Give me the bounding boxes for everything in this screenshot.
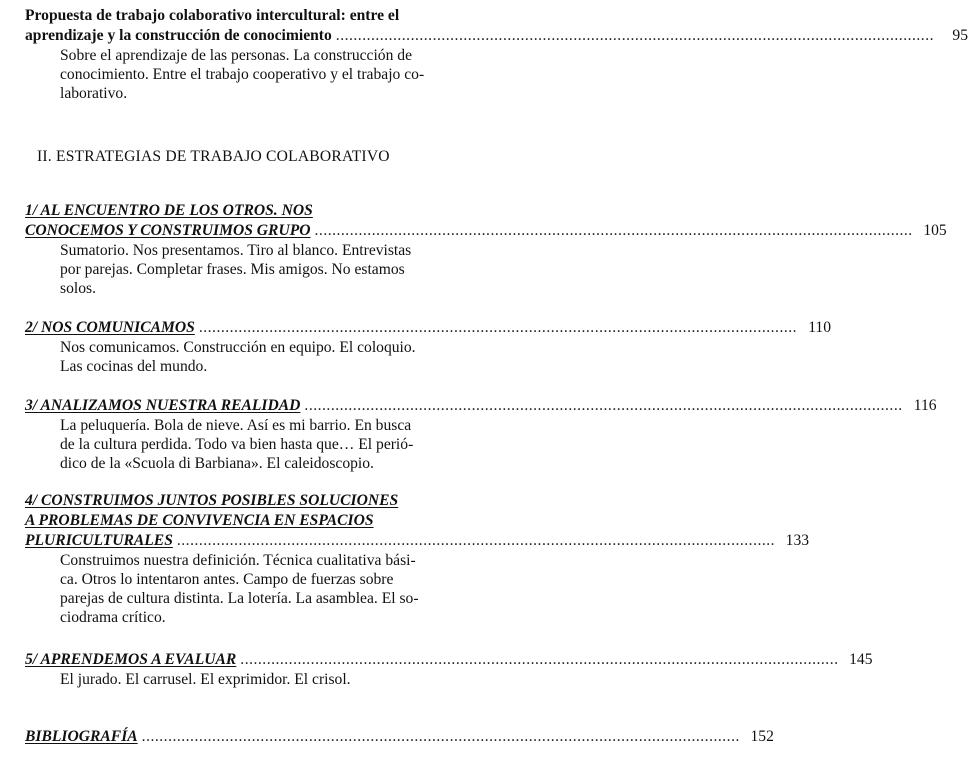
entry-title <box>25 6 493 26</box>
description-line: Sobre el aprendizaje de las personas. La construcción de <box>60 47 413 64</box>
description-line: Las cocinas del mundo. <box>60 358 208 375</box>
page-number: 95 <box>952 27 968 44</box>
entry-title-line: Propuesta de trabajo colaborativo intercultural: entre el <box>25 7 400 24</box>
leader-dots: ........................................................................................................................................ <box>304 397 903 414</box>
description-line: solos. <box>60 280 96 297</box>
description-line: de la cultura perdida. Todo va bien hasta que… El perió- <box>60 436 414 453</box>
description-line: dico de la «Scuola di Barbiana». El caleidoscopio. <box>60 455 374 472</box>
description-line: ciodrama crítico. <box>60 609 166 626</box>
entry-title <box>25 201 493 221</box>
toc-entry-chapter-5 <box>25 650 873 689</box>
entry-title-line: aprendizaje y la construcción de conocimiento <box>25 27 332 44</box>
entry-title-last-line <box>25 221 947 241</box>
description-line: parejas de cultura distinta. La lotería. La asamblea. El so- <box>60 590 419 607</box>
entry-title-last-line <box>25 26 968 46</box>
entry-title-line: 3/ ANALIZAMOS NUESTRA REALIDAD <box>25 397 301 414</box>
entry-title <box>25 491 493 511</box>
page-number: 116 <box>913 397 937 414</box>
page-number: 152 <box>750 728 774 745</box>
page-number: 145 <box>849 651 873 668</box>
leader-dots: ........................................................................................................................................ <box>314 222 913 239</box>
entry-title-last-line <box>25 727 774 747</box>
entry-title-last-line <box>25 650 873 670</box>
description-line: Nos comunicamos. Construcción en equipo. El coloquio. <box>60 339 416 356</box>
leader-dots: ........................................................................................................................................ <box>176 532 776 549</box>
toc-entry-chapter-2 <box>25 318 832 376</box>
entry-title-last-line <box>25 396 937 416</box>
description-line: laborativo. <box>60 85 128 102</box>
entry-title-line: 2/ NOS COMUNICAMOS <box>25 319 195 336</box>
page-number: 133 <box>785 532 810 549</box>
entry-title <box>25 511 493 531</box>
leader-dots: ........................................................................................................................................ <box>198 319 798 336</box>
description-line: ca. Otros lo intentaron antes. Campo de fuerzas sobre <box>60 571 394 588</box>
entry-title-line: 4/ CONSTRUIMOS JUNTOS POSIBLES SOLUCIONES <box>25 492 399 509</box>
entry-description <box>60 551 464 627</box>
description-line: conocimiento. Entre el trabajo cooperativo y el trabajo co- <box>60 66 425 83</box>
entry-title-line: 1/ AL ENCUENTRO DE LOS OTROS. NOS <box>25 202 313 219</box>
entry-description <box>60 670 464 689</box>
entry-description <box>60 46 464 103</box>
toc-entry-chapter-4 <box>25 491 810 627</box>
entry-title-line: A PROBLEMAS DE CONVIVENCIA EN ESPACIOS <box>25 512 374 529</box>
toc-entry-bibliography <box>25 727 774 747</box>
entry-description <box>60 241 464 298</box>
entry-title-line: 5/ APRENDEMOS A EVALUAR <box>25 651 237 668</box>
entry-title-line: BIBLIOGRAFÍA <box>25 728 138 745</box>
page-number: 105 <box>923 222 947 239</box>
entry-description <box>60 338 464 376</box>
description-line: Sumatorio. Nos presentamos. Tiro al blanco. Entrevistas <box>60 242 412 259</box>
leader-dots: ........................................................................................................................................ <box>335 27 934 44</box>
entry-title-last-line <box>25 318 832 338</box>
entry-title-last-line <box>25 531 810 551</box>
description-line: La peluquería. Bola de nieve. Así es mi barrio. En busca <box>60 417 412 434</box>
page-number: 110 <box>808 319 832 336</box>
toc-entry-chapter-1 <box>25 201 947 298</box>
entry-title-line: CONOCEMOS Y CONSTRUIMOS GRUPO <box>25 222 311 239</box>
description-line: Construimos nuestra definición. Técnica cualitativa bási- <box>60 552 416 569</box>
toc-entry-chapter-3 <box>25 396 937 473</box>
description-line: El jurado. El carrusel. El exprimidor. El crisol. <box>60 671 351 688</box>
section-heading: II. ESTRATEGIAS DE TRABAJO COLABORATIVO <box>37 148 390 165</box>
description-line: por parejas. Completar frases. Mis amigos. No estamos <box>60 261 405 278</box>
leader-dots: ........................................................................................................................................ <box>240 651 839 668</box>
entry-description <box>60 416 464 473</box>
toc-entry-intro <box>25 6 968 103</box>
entry-title-line: PLURICULTURALES <box>25 532 173 549</box>
leader-dots: ........................................................................................................................................ <box>141 728 740 745</box>
